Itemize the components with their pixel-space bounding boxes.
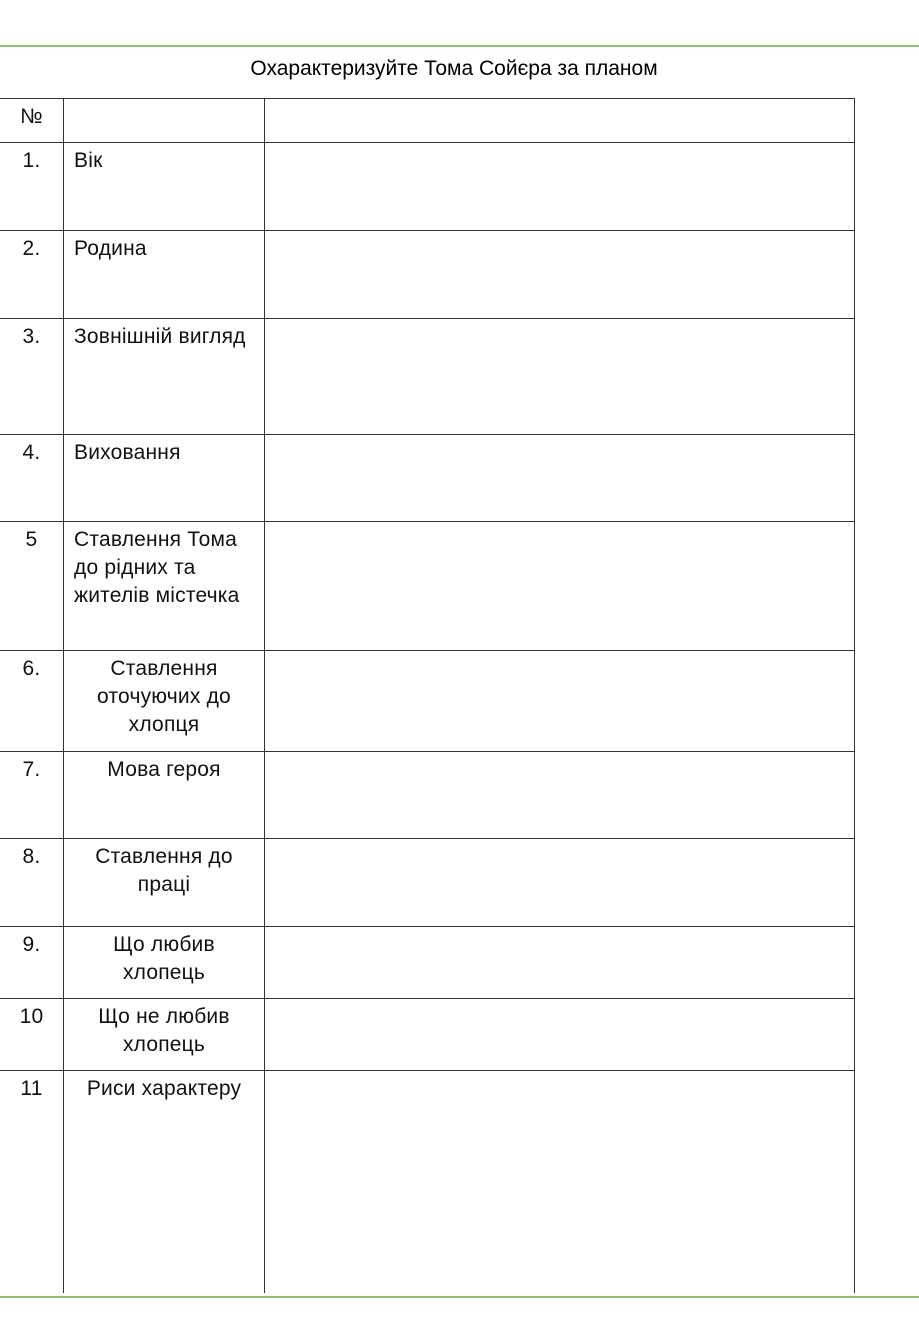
answer-cell[interactable] — [265, 231, 855, 319]
row-number: 3. — [0, 319, 64, 435]
row-item: Зовнішній вигляд — [64, 319, 265, 435]
row-number: 10 — [0, 999, 64, 1071]
header-number-cell: № — [0, 99, 64, 143]
row-number: 2. — [0, 231, 64, 319]
table-header-row — [0, 99, 855, 143]
row-item: Що любив хлопець — [64, 927, 265, 999]
answer-cell[interactable] — [265, 435, 855, 522]
row-item: Вік — [64, 143, 265, 231]
answer-cell[interactable] — [265, 927, 855, 999]
answer-cell[interactable] — [265, 143, 855, 231]
answer-cell[interactable] — [265, 1071, 855, 1293]
row-item: Що не любив хлопець — [64, 999, 265, 1071]
table-row — [0, 319, 855, 435]
row-number: 7. — [0, 752, 64, 839]
table-row — [0, 839, 855, 927]
row-item: Ставлення оточуючих до хлопця — [64, 651, 265, 752]
row-item: Ставлення Тома до рідних та жителів містечка — [64, 522, 265, 651]
header-item-cell — [64, 99, 265, 143]
table-row — [0, 435, 855, 522]
row-item: Родина — [64, 231, 265, 319]
row-number: 8. — [0, 839, 64, 927]
row-item: Ставлення до праці — [64, 839, 265, 927]
table-row — [0, 927, 855, 999]
table-row — [0, 999, 855, 1071]
row-number: 5 — [0, 522, 64, 651]
row-item: Виховання — [64, 435, 265, 522]
answer-cell[interactable] — [265, 651, 855, 752]
answer-cell[interactable] — [265, 839, 855, 927]
table-row — [0, 1071, 855, 1293]
header-answer-cell — [265, 99, 855, 143]
row-number: 11 — [0, 1071, 64, 1293]
answer-cell[interactable] — [265, 522, 855, 651]
top-divider — [0, 45, 919, 47]
row-number: 4. — [0, 435, 64, 522]
page-title: Охарактеризуйте Тома Сойєра за планом — [250, 57, 658, 80]
answer-cell[interactable] — [265, 752, 855, 839]
table-row — [0, 231, 855, 319]
characteristics-table — [0, 98, 855, 1293]
answer-cell[interactable] — [265, 999, 855, 1071]
table-row — [0, 651, 855, 752]
row-item: Мова героя — [64, 752, 265, 839]
table-row — [0, 522, 855, 651]
table-row — [0, 752, 855, 839]
row-item: Риси характеру — [64, 1071, 265, 1293]
table-row — [0, 143, 855, 231]
row-number: 1. — [0, 143, 64, 231]
bottom-divider — [0, 1296, 919, 1298]
answer-cell[interactable] — [265, 319, 855, 435]
row-number: 6. — [0, 651, 64, 752]
row-number: 9. — [0, 927, 64, 999]
